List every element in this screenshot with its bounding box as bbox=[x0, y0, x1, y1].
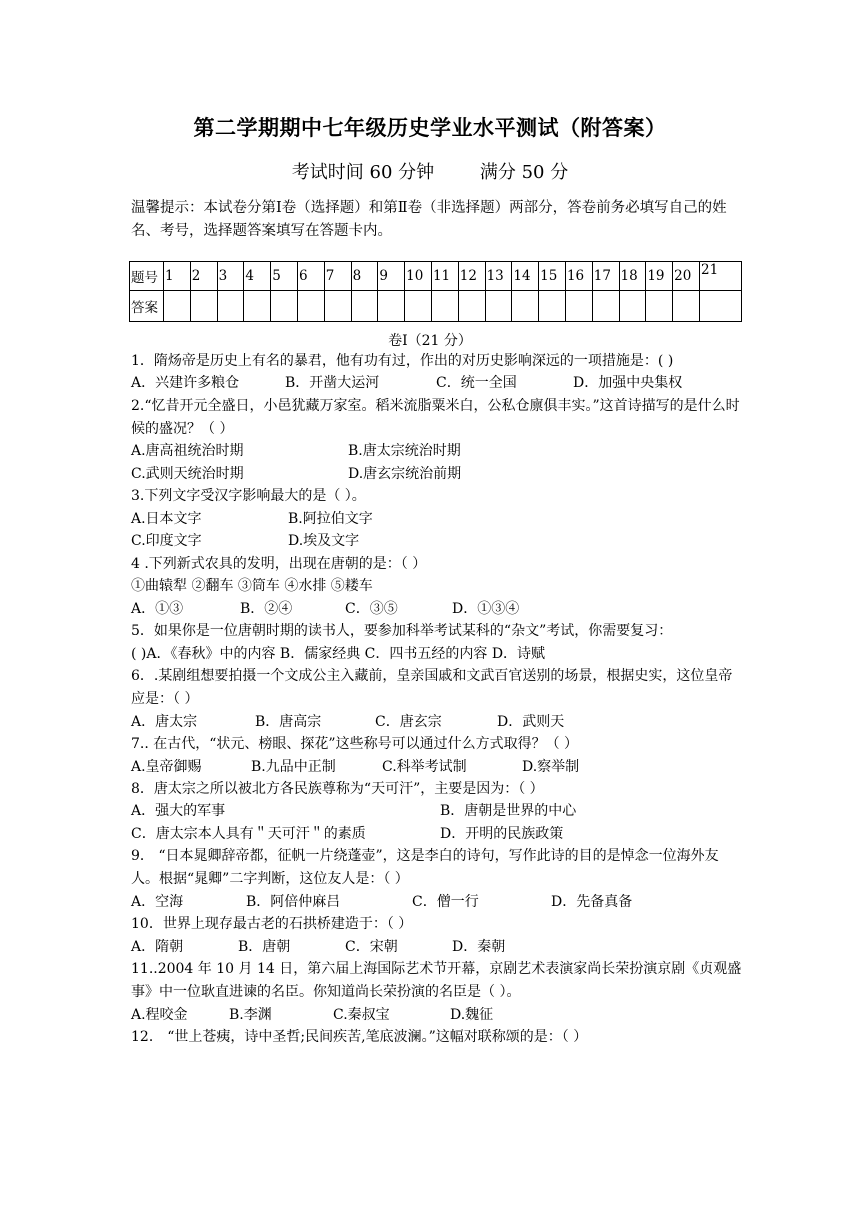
number-cell: 15 bbox=[539, 262, 566, 291]
question-6-option-a: A．唐太宗 bbox=[131, 714, 198, 730]
question-4-option-b: B．②④ bbox=[240, 601, 293, 617]
answer-cell[interactable] bbox=[244, 291, 271, 322]
answer-cell[interactable] bbox=[217, 291, 244, 322]
question-11-option-c: C.秦叔宝 bbox=[333, 1007, 390, 1023]
question-11-option-a: A.程咬金 bbox=[131, 1007, 188, 1023]
question-5-stem: 5．如果你是一位唐朝时期的读书人，要参加科举考试某科的“杂文”考试，你需要复习： bbox=[131, 623, 673, 639]
answer-cell[interactable] bbox=[539, 291, 566, 322]
number-cell: 4 bbox=[244, 262, 271, 291]
row-label-answer: 答案 bbox=[130, 291, 164, 322]
question-2-option-a: A.唐高祖统治时期 bbox=[131, 443, 244, 459]
answer-cell[interactable] bbox=[324, 291, 351, 322]
number-cell: 8 bbox=[351, 262, 378, 291]
question-3-option-b: B.阿拉伯文字 bbox=[288, 511, 373, 527]
answer-cell[interactable] bbox=[565, 291, 592, 322]
question-1-option-d: D．加强中央集权 bbox=[573, 375, 683, 391]
question-1-option-b: B．开凿大运河 bbox=[285, 375, 380, 391]
question-6-option-b: B．唐高宗 bbox=[255, 714, 322, 730]
question-8-option-b: B．唐朝是世界的中心 bbox=[440, 803, 577, 819]
question-9-option-a: A．空海 bbox=[131, 894, 184, 910]
question-9-stem: 9． “日本晁卿辞帝都，征帆一片绕蓬壶”，这是李白的诗句，写作此诗的目的是悼念一位海外友人。根据“晁卿”二字判断，这位友人是：（ ） bbox=[131, 848, 719, 887]
page-title: 第二学期期中七年级历史学业水平测试（附答案） bbox=[193, 115, 667, 140]
number-cell: 9 bbox=[378, 262, 405, 291]
number-cell: 12 bbox=[458, 262, 485, 291]
question-10-option-c: C．宋朝 bbox=[345, 939, 398, 955]
question-11-stem: 11..2004 年 10 月 14 日，第六届上海国际艺术节开幕，京剧艺术表演家尚长荣扮演京剧《贞观盛事》中一位耿直进谏的名臣。你知道尚长荣扮演的名臣是（ ）。 bbox=[131, 961, 742, 1000]
question-4-stem: 4 .下列新式农具的发明，出现在唐朝的是：（ ） bbox=[131, 556, 427, 572]
answer-table-number-row bbox=[130, 262, 742, 291]
question-9-option-d: D．先备真备 bbox=[551, 894, 633, 910]
question-8-option-a: A．强大的军事 bbox=[131, 803, 226, 819]
question-9-option-c: C．僧一行 bbox=[412, 894, 479, 910]
number-cell: 7 bbox=[324, 262, 351, 291]
number-cell: 10 bbox=[405, 262, 432, 291]
question-4-items: ①曲辕犁 ②翻车 ③筒车 ④水排 ⑤耧车 bbox=[131, 578, 373, 594]
answer-cell[interactable] bbox=[512, 291, 539, 322]
answer-cell[interactable] bbox=[673, 291, 700, 322]
question-7-option-c: C.科举考试制 bbox=[382, 759, 467, 775]
number-cell: 13 bbox=[485, 262, 512, 291]
question-4-option-a: A．①③ bbox=[131, 601, 184, 617]
question-1-option-a: A．兴建许多粮仓 bbox=[131, 375, 240, 391]
answer-cell[interactable] bbox=[297, 291, 324, 322]
question-10-option-b: B．唐朝 bbox=[238, 939, 291, 955]
exam-subtitle: 考试时间 60 分钟 满分 50 分 bbox=[291, 162, 569, 183]
question-7-option-b: B.九品中正制 bbox=[251, 759, 336, 775]
question-11-option-b: B.李渊 bbox=[229, 1007, 272, 1023]
answer-table-answer-row bbox=[130, 291, 742, 322]
number-cell: 21 bbox=[700, 262, 742, 291]
answer-cell[interactable] bbox=[592, 291, 619, 322]
answer-cell[interactable] bbox=[646, 291, 673, 322]
question-7-stem: 7.. 在古代，“状元、榜眼、探花”这些称号可以通过什么方式取得？（ ） bbox=[131, 736, 579, 752]
question-8-option-d: D．开明的民族政策 bbox=[440, 826, 564, 842]
question-3-option-c: C.印度文字 bbox=[131, 533, 202, 549]
question-12-stem: 12． “世上苍痍，诗中圣哲;民间疾苦,笔底波澜。”这幅对联称颂的是：（ ） bbox=[131, 1029, 588, 1045]
number-cell: 14 bbox=[512, 262, 539, 291]
answer-cell[interactable] bbox=[619, 291, 646, 322]
question-6-option-c: C．唐玄宗 bbox=[375, 714, 442, 730]
number-cell: 3 bbox=[217, 262, 244, 291]
question-9-option-b: B．阿倍仲麻吕 bbox=[246, 894, 341, 910]
question-8-option-c: C．唐太宗本人具有＂天可汗＂的素质 bbox=[131, 826, 366, 842]
question-3-stem: 3.下列文字受汉字影响最大的是（ ）。 bbox=[131, 488, 366, 504]
answer-cell[interactable] bbox=[431, 291, 458, 322]
answer-cell[interactable] bbox=[405, 291, 432, 322]
question-1-option-c: C．统一全国 bbox=[436, 375, 517, 391]
question-7-option-d: D.察举制 bbox=[522, 759, 580, 775]
number-cell: 19 bbox=[646, 262, 673, 291]
question-1-stem: 1．隋炀帝是历史上有名的暴君，他有功有过，作出的对历史影响深远的一项措施是：( ) bbox=[131, 353, 674, 369]
question-10-stem: 10．世界上现存最古老的石拱桥建造于：（ ） bbox=[131, 916, 413, 932]
question-6-stem: 6．.某剧组想要拍摄一个文成公主入藏前，皇亲国戚和文武百官送别的场景，根据史实，这位皇帝应是：（ ） bbox=[131, 668, 733, 707]
section-title: 卷Ⅰ（21 分） bbox=[388, 333, 472, 349]
number-cell: 20 bbox=[673, 262, 700, 291]
question-4-option-c: C．③⑤ bbox=[345, 601, 398, 617]
number-cell: 5 bbox=[271, 262, 298, 291]
question-11-option-d: D.魏征 bbox=[450, 1007, 494, 1023]
question-7-option-a: A.皇帝御赐 bbox=[131, 759, 202, 775]
number-cell: 17 bbox=[592, 262, 619, 291]
question-8-stem: 8．唐太宗之所以被北方各民族尊称为“天可汗”，主要是因为：（ ） bbox=[131, 781, 544, 797]
question-2-option-d: D.唐玄宗统治前期 bbox=[348, 466, 462, 482]
notice-text: 温馨提示：本试卷分第Ⅰ卷（选择题）和第Ⅱ卷（非选择题）两部分，答卷前务必填写自己的姓名、考号，选择题答案填写在答题卡内。 bbox=[131, 200, 727, 239]
number-cell: 11 bbox=[431, 262, 458, 291]
question-10-option-a: A．隋朝 bbox=[131, 939, 184, 955]
question-3-option-a: A.日本文字 bbox=[131, 511, 202, 527]
answer-cell[interactable] bbox=[700, 291, 742, 322]
answer-cell[interactable] bbox=[164, 291, 191, 322]
number-cell: 6 bbox=[297, 262, 324, 291]
number-cell: 2 bbox=[190, 262, 217, 291]
question-2-option-b: B.唐太宗统治时期 bbox=[348, 443, 461, 459]
answer-cell[interactable] bbox=[351, 291, 378, 322]
number-cell: 18 bbox=[619, 262, 646, 291]
question-3-option-d: D.埃及文字 bbox=[288, 533, 360, 549]
question-10-option-d: D．秦朝 bbox=[452, 939, 506, 955]
row-label-number: 题号 bbox=[130, 262, 164, 291]
question-2-option-c: C.武则天统治时期 bbox=[131, 466, 244, 482]
question-5-options: ( )A．《春秋》中的内容 B．儒家经典 C．四书五经的内容 D．诗赋 bbox=[131, 646, 546, 662]
number-cell: 16 bbox=[565, 262, 592, 291]
answer-cell[interactable] bbox=[378, 291, 405, 322]
number-cell: 1 bbox=[164, 262, 191, 291]
answer-cell[interactable] bbox=[271, 291, 298, 322]
answer-cell[interactable] bbox=[485, 291, 512, 322]
answer-cell[interactable] bbox=[190, 291, 217, 322]
question-6-option-d: D．武则天 bbox=[497, 714, 565, 730]
question-2-stem: 2.“忆昔开元全盛日，小邑犹藏万家室。稻米流脂粟米白，公私仓廪俱丰实。”这首诗描写的是什么时候的盛况？（ ） bbox=[131, 398, 740, 437]
question-4-option-d: D．①③④ bbox=[452, 601, 520, 617]
answer-cell[interactable] bbox=[458, 291, 485, 322]
answer-table bbox=[129, 261, 742, 322]
